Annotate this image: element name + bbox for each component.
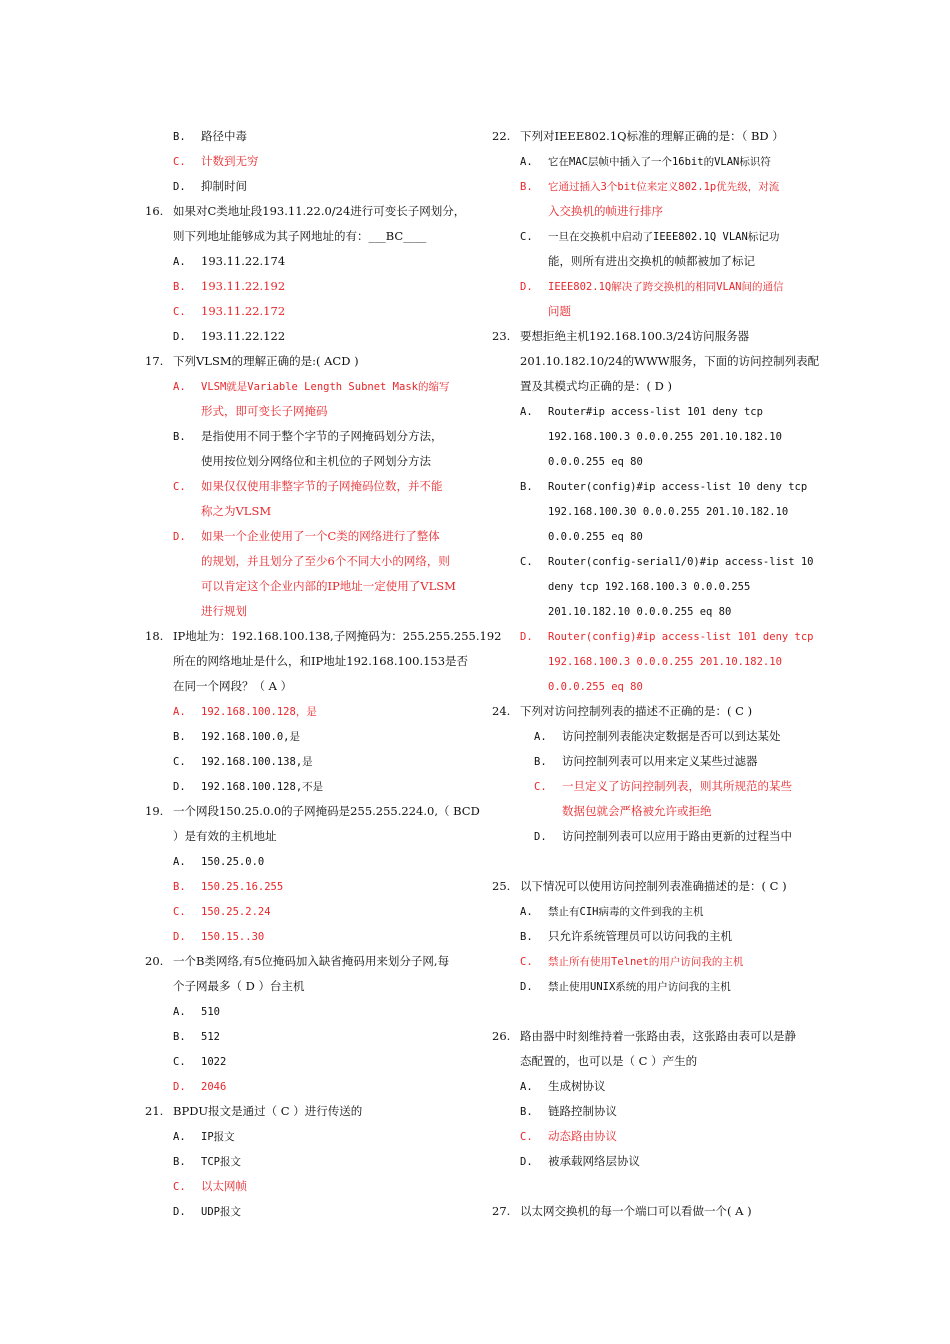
option-text: 0.0.0.255 eq 80 bbox=[548, 681, 643, 693]
option-letter: B. bbox=[173, 281, 186, 293]
option-text: 数据包就会严格被允许或拒绝 bbox=[562, 804, 712, 818]
option-letter: B. bbox=[520, 181, 533, 193]
question-text: 要想拒绝主机192.168.100.3/24访问服务器 bbox=[520, 329, 750, 343]
option-letter: A. bbox=[173, 706, 186, 718]
question-line bbox=[492, 124, 814, 149]
answer-option bbox=[145, 1174, 463, 1199]
answer-option bbox=[492, 949, 814, 974]
option-letter: D. bbox=[173, 331, 186, 343]
option-letter: A. bbox=[173, 856, 186, 868]
option-text: 如果仅仅使用非整字节的子网掩码位数，并不能 bbox=[201, 479, 443, 493]
question-line bbox=[145, 349, 463, 374]
question-text: 置及其模式均正确的是：( D ) bbox=[520, 379, 673, 393]
answer-option bbox=[492, 1074, 814, 1099]
option-text: 形式，即可变长子网掩码 bbox=[201, 404, 328, 418]
option-letter: D. bbox=[520, 981, 533, 993]
option-text: 被承载网络层协议 bbox=[548, 1154, 640, 1168]
option-text: 193.11.22.122 bbox=[201, 329, 286, 343]
option-text: 0.0.0.255 eq 80 bbox=[548, 531, 643, 543]
option-text: 它通过插入3个bit位来定义802.1p优先级，对流 bbox=[548, 181, 780, 193]
option-letter: C. bbox=[173, 906, 186, 918]
option-text: 510 bbox=[201, 1006, 220, 1018]
question-number: 21. bbox=[145, 1104, 164, 1118]
option-letter: C. bbox=[173, 156, 186, 168]
option-text: 192.168.100.128,不是 bbox=[201, 781, 324, 793]
question-continuation bbox=[492, 1049, 814, 1074]
option-text: 193.11.22.174 bbox=[201, 254, 286, 268]
question-text: 以下情况可以使用访问控制列表准确描述的是：( C ) bbox=[520, 879, 787, 893]
option-text: 一旦在交换机中启动了IEEE802.1Q VLAN标记功 bbox=[548, 231, 780, 243]
option-letter: B. bbox=[520, 1106, 533, 1118]
option-continuation bbox=[145, 449, 463, 474]
indented-block bbox=[492, 824, 814, 849]
option-text: 能，则所有进出交换机的帧都被加了标记 bbox=[548, 254, 755, 268]
question-text: 下列对访问控制列表的描述不正确的是：( C ) bbox=[520, 704, 753, 718]
question-text: IP地址为：192.168.100.138,子网掩码为：255.255.255.192 bbox=[173, 629, 502, 643]
question-line bbox=[492, 324, 814, 349]
answer-option bbox=[145, 324, 463, 349]
answer-option bbox=[145, 999, 463, 1024]
option-text: 禁止有CIH病毒的文件到我的主机 bbox=[548, 906, 704, 918]
spacer bbox=[492, 999, 814, 1024]
option-text: 的规划，并且划分了至少6个不同大小的网络，则 bbox=[201, 554, 450, 568]
option-letter: A. bbox=[173, 1131, 186, 1143]
option-text: TCP报文 bbox=[201, 1156, 241, 1168]
option-letter: B. bbox=[534, 756, 547, 768]
option-letter: C. bbox=[173, 756, 186, 768]
answer-option bbox=[145, 374, 463, 399]
answer-option bbox=[492, 1099, 814, 1124]
option-text: 进行规划 bbox=[201, 604, 247, 618]
answer-option bbox=[492, 824, 814, 849]
option-continuation bbox=[492, 449, 814, 474]
answer-option bbox=[492, 1124, 814, 1149]
option-text: 问题 bbox=[548, 304, 571, 318]
option-continuation bbox=[492, 524, 814, 549]
option-continuation bbox=[145, 599, 463, 624]
question-line bbox=[145, 199, 466, 224]
option-letter: B. bbox=[173, 731, 186, 743]
option-letter: A. bbox=[534, 731, 547, 743]
answer-option bbox=[492, 924, 814, 949]
question-number: 26. bbox=[492, 1029, 511, 1043]
answer-option bbox=[492, 174, 814, 199]
question-number: 18. bbox=[145, 629, 164, 643]
option-text: 192.168.100.3 0.0.0.255 201.10.182.10 bbox=[548, 431, 782, 443]
option-text: 访问控制列表可以应用于路由更新的过程当中 bbox=[562, 829, 792, 843]
option-text: 512 bbox=[201, 1031, 220, 1043]
option-letter: D. bbox=[173, 531, 186, 543]
option-continuation bbox=[492, 199, 814, 224]
option-continuation bbox=[145, 499, 463, 524]
answer-option bbox=[145, 274, 463, 299]
answer-option bbox=[145, 924, 463, 949]
answer-option bbox=[145, 1124, 463, 1149]
answer-option bbox=[145, 1199, 463, 1224]
indented-block bbox=[492, 749, 814, 774]
option-text: 201.10.182.10 0.0.0.255 eq 80 bbox=[548, 606, 732, 618]
question-continuation bbox=[145, 974, 463, 999]
answer-option bbox=[145, 699, 463, 724]
option-letter: A. bbox=[173, 1006, 186, 1018]
answer-option bbox=[492, 274, 814, 299]
answer-option bbox=[145, 249, 463, 274]
option-letter: A. bbox=[520, 156, 533, 168]
option-letter: C. bbox=[520, 556, 533, 568]
option-text: 192.168.100.138,是 bbox=[201, 756, 313, 768]
question-text: 所在的网络地址是什么，和IP地址192.168.100.153是否 bbox=[173, 654, 469, 668]
option-letter: D. bbox=[520, 281, 533, 293]
question-text: ）是有效的主机地址 bbox=[173, 829, 277, 843]
option-text: 可以肯定这个企业内部的IP地址一定使用了VLSM bbox=[201, 579, 456, 593]
option-text: IEEE802.1Q解决了跨交换机的相同VLAN间的通信 bbox=[548, 281, 784, 293]
option-continuation bbox=[145, 574, 463, 599]
option-text: 192.168.100.0,是 bbox=[201, 731, 301, 743]
question-continuation bbox=[492, 349, 820, 374]
option-continuation bbox=[492, 799, 814, 824]
answer-option bbox=[145, 724, 463, 749]
spacer bbox=[492, 849, 814, 874]
option-letter: D. bbox=[520, 1156, 533, 1168]
option-letter: C. bbox=[520, 1131, 533, 1143]
option-text: 150.15..30 bbox=[201, 931, 265, 943]
option-text: IP报文 bbox=[201, 1131, 235, 1143]
option-text: 192.168.100.128，是 bbox=[201, 706, 317, 718]
indented-block bbox=[492, 799, 814, 824]
option-continuation bbox=[492, 299, 814, 324]
question-text: 个子网最多（ D ）台主机 bbox=[173, 979, 305, 993]
question-number: 24. bbox=[492, 704, 511, 718]
question-number: 27. bbox=[492, 1204, 511, 1218]
option-text: 是指使用不同于整个字节的子网掩码划分方法， bbox=[201, 429, 443, 443]
question-number: 23. bbox=[492, 329, 511, 343]
option-letter: C. bbox=[520, 231, 533, 243]
question-line bbox=[492, 1199, 814, 1224]
option-text: 链路控制协议 bbox=[548, 1104, 617, 1118]
option-text: VLSM就是Variable Length Subnet Mask的缩写 bbox=[201, 381, 450, 393]
option-text: 路径中毒 bbox=[201, 129, 247, 143]
option-letter: D. bbox=[173, 1081, 186, 1093]
answer-option bbox=[145, 1049, 463, 1074]
question-line bbox=[492, 874, 814, 899]
option-letter: C. bbox=[173, 306, 186, 318]
answer-option bbox=[492, 749, 814, 774]
option-letter: C. bbox=[173, 1056, 186, 1068]
answer-option bbox=[145, 774, 463, 799]
option-text: Router#ip access-list 101 deny tcp bbox=[548, 406, 763, 418]
option-continuation bbox=[492, 574, 814, 599]
question-number: 17. bbox=[145, 354, 164, 368]
answer-option bbox=[145, 124, 463, 149]
option-letter: C. bbox=[520, 956, 533, 968]
option-continuation bbox=[492, 249, 814, 274]
option-text: 150.25.16.255 bbox=[201, 881, 284, 893]
option-text: 以太网帧 bbox=[201, 1179, 247, 1193]
option-letter: B. bbox=[173, 1156, 186, 1168]
option-text: 192.168.100.3 0.0.0.255 201.10.182.10 bbox=[548, 656, 782, 668]
question-line bbox=[492, 1024, 814, 1049]
question-text: 则下列地址能够成为其子网地址的有：___BC____ bbox=[173, 229, 427, 243]
question-text: 一个B类网络,有5位掩码加入缺省掩码用来划分子网,每 bbox=[173, 954, 450, 968]
answer-option bbox=[145, 174, 463, 199]
option-text: 使用按位划分网络位和主机位的子网划分方法 bbox=[201, 454, 431, 468]
answer-option bbox=[145, 749, 463, 774]
answer-option bbox=[492, 1149, 814, 1174]
option-letter: D. bbox=[173, 931, 186, 943]
option-text: Router(config)#ip access-list 101 deny tcp bbox=[548, 631, 814, 643]
answer-option bbox=[145, 849, 463, 874]
answer-option bbox=[492, 774, 814, 799]
option-text: 193.11.22.172 bbox=[201, 304, 286, 318]
answer-option bbox=[145, 1074, 463, 1099]
answer-option bbox=[145, 899, 463, 924]
question-text: 在同一个网段？（ A ） bbox=[173, 679, 293, 693]
question-number: 25. bbox=[492, 879, 511, 893]
question-text: 如果对C类地址段193.11.22.0/24进行可变长子网划分， bbox=[173, 204, 466, 218]
option-text: 一旦定义了访问控制列表，则其所规范的某些 bbox=[562, 779, 792, 793]
answer-option bbox=[492, 974, 814, 999]
option-text: deny tcp 192.168.100.3 0.0.0.255 bbox=[548, 581, 751, 593]
option-letter: A. bbox=[173, 381, 186, 393]
answer-option bbox=[145, 149, 463, 174]
option-text: 动态路由协议 bbox=[548, 1129, 617, 1143]
question-text: 一个网段150.25.0.0的子网掩码是255.255.224.0,（ BCD bbox=[173, 804, 480, 818]
option-text: 如果一个企业使用了一个C类的网络进行了整体 bbox=[201, 529, 440, 543]
question-number: 16. bbox=[145, 204, 164, 218]
option-text: 抑制时间 bbox=[201, 179, 247, 193]
answer-option bbox=[492, 399, 814, 424]
question-number: 19. bbox=[145, 804, 164, 818]
question-continuation bbox=[492, 374, 814, 399]
answer-option bbox=[492, 724, 814, 749]
option-letter: B. bbox=[520, 481, 533, 493]
option-continuation bbox=[492, 599, 814, 624]
option-text: 访问控制列表可以用来定义某些过滤器 bbox=[562, 754, 758, 768]
question-number: 20. bbox=[145, 954, 164, 968]
option-letter: A. bbox=[520, 406, 533, 418]
question-line bbox=[145, 1099, 463, 1124]
option-text: 它在MAC层帧中插入了一个16bit的VLAN标识符 bbox=[548, 156, 771, 168]
question-text: 路由器中时刻维持着一张路由表，这张路由表可以是静 bbox=[520, 1029, 796, 1043]
answer-option bbox=[145, 474, 463, 499]
option-text: 150.25.2.24 bbox=[201, 906, 271, 918]
question-continuation bbox=[145, 674, 463, 699]
option-letter: B. bbox=[173, 881, 186, 893]
question-line bbox=[145, 949, 463, 974]
option-text: 称之为VLSM bbox=[201, 504, 272, 518]
option-letter: D. bbox=[520, 631, 533, 643]
option-text: 192.168.100.30 0.0.0.255 201.10.182.10 bbox=[548, 506, 789, 518]
answer-option bbox=[145, 1149, 463, 1174]
question-continuation bbox=[145, 224, 463, 249]
option-text: 计数到无穷 bbox=[201, 154, 259, 168]
option-text: 入交换机的帧进行排序 bbox=[548, 204, 663, 218]
answer-option bbox=[492, 149, 814, 174]
option-text: 生成树协议 bbox=[548, 1079, 606, 1093]
option-letter: D. bbox=[173, 781, 186, 793]
option-text: 访问控制列表能决定数据是否可以到达某处 bbox=[562, 729, 781, 743]
option-continuation bbox=[492, 649, 814, 674]
answer-option bbox=[492, 224, 814, 249]
option-letter: A. bbox=[520, 1081, 533, 1093]
option-letter: D. bbox=[534, 831, 547, 843]
answer-option bbox=[492, 474, 814, 499]
option-text: 只允许系统管理员可以访问我的主机 bbox=[548, 929, 732, 943]
question-text: 201.10.182.10/24的WWW服务，下面的访问控制列表配 bbox=[520, 354, 820, 368]
question-text: 下列VLSM的理解正确的是:( ACD ) bbox=[173, 354, 359, 368]
option-continuation bbox=[492, 674, 814, 699]
question-continuation bbox=[145, 824, 463, 849]
answer-option bbox=[145, 424, 463, 449]
answer-option bbox=[145, 874, 463, 899]
question-line bbox=[492, 699, 814, 724]
answer-option bbox=[492, 624, 814, 649]
question-text: 以太网交换机的每一个端口可以看做一个( A ) bbox=[520, 1204, 752, 1218]
indented-block bbox=[492, 724, 814, 749]
option-continuation bbox=[145, 399, 463, 424]
option-letter: A. bbox=[173, 256, 186, 268]
question-number: 22. bbox=[492, 129, 511, 143]
answer-option bbox=[145, 1024, 463, 1049]
question-text: 下列对IEEE802.1Q标准的理解正确的是：（ BD ） bbox=[520, 129, 784, 143]
option-text: 1022 bbox=[201, 1056, 227, 1068]
option-letter: B. bbox=[173, 131, 186, 143]
option-letter: D. bbox=[173, 1206, 186, 1218]
indented-block bbox=[492, 774, 814, 799]
option-letter: B. bbox=[173, 1031, 186, 1043]
option-text: 2046 bbox=[201, 1081, 227, 1093]
option-text: Router(config)#ip access-list 10 deny tcp bbox=[548, 481, 808, 493]
answer-option bbox=[492, 549, 814, 574]
option-letter: B. bbox=[520, 931, 533, 943]
question-text: BPDU报文是通过（ C ）进行传送的 bbox=[173, 1104, 363, 1118]
option-letter: C. bbox=[534, 781, 547, 793]
option-letter: D. bbox=[173, 181, 186, 193]
option-text: 193.11.22.192 bbox=[201, 279, 286, 293]
question-continuation bbox=[145, 649, 469, 674]
option-continuation bbox=[492, 499, 814, 524]
option-text: UDP报文 bbox=[201, 1206, 241, 1218]
question-line bbox=[145, 624, 502, 649]
option-letter: C. bbox=[173, 481, 186, 493]
option-text: 0.0.0.255 eq 80 bbox=[548, 456, 643, 468]
option-continuation bbox=[145, 549, 463, 574]
answer-option bbox=[492, 899, 814, 924]
spacer bbox=[492, 1174, 814, 1199]
right-column bbox=[492, 124, 820, 1224]
answer-option bbox=[145, 524, 463, 549]
option-letter: C. bbox=[173, 1181, 186, 1193]
question-line bbox=[145, 799, 480, 824]
option-letter: B. bbox=[173, 431, 186, 443]
option-text: 禁止使用UNIX系统的用户访问我的主机 bbox=[548, 981, 731, 993]
option-letter: A. bbox=[520, 906, 533, 918]
option-text: 禁止所有使用Telnet的用户访问我的主机 bbox=[548, 956, 744, 968]
option-text: 150.25.0.0 bbox=[201, 856, 265, 868]
option-continuation bbox=[492, 424, 814, 449]
question-text: 态配置的，也可以是（ C ）产生的 bbox=[520, 1054, 698, 1068]
option-text: Router(config-serial1/0)#ip access-list 10 bbox=[548, 556, 814, 568]
answer-option bbox=[145, 299, 463, 324]
